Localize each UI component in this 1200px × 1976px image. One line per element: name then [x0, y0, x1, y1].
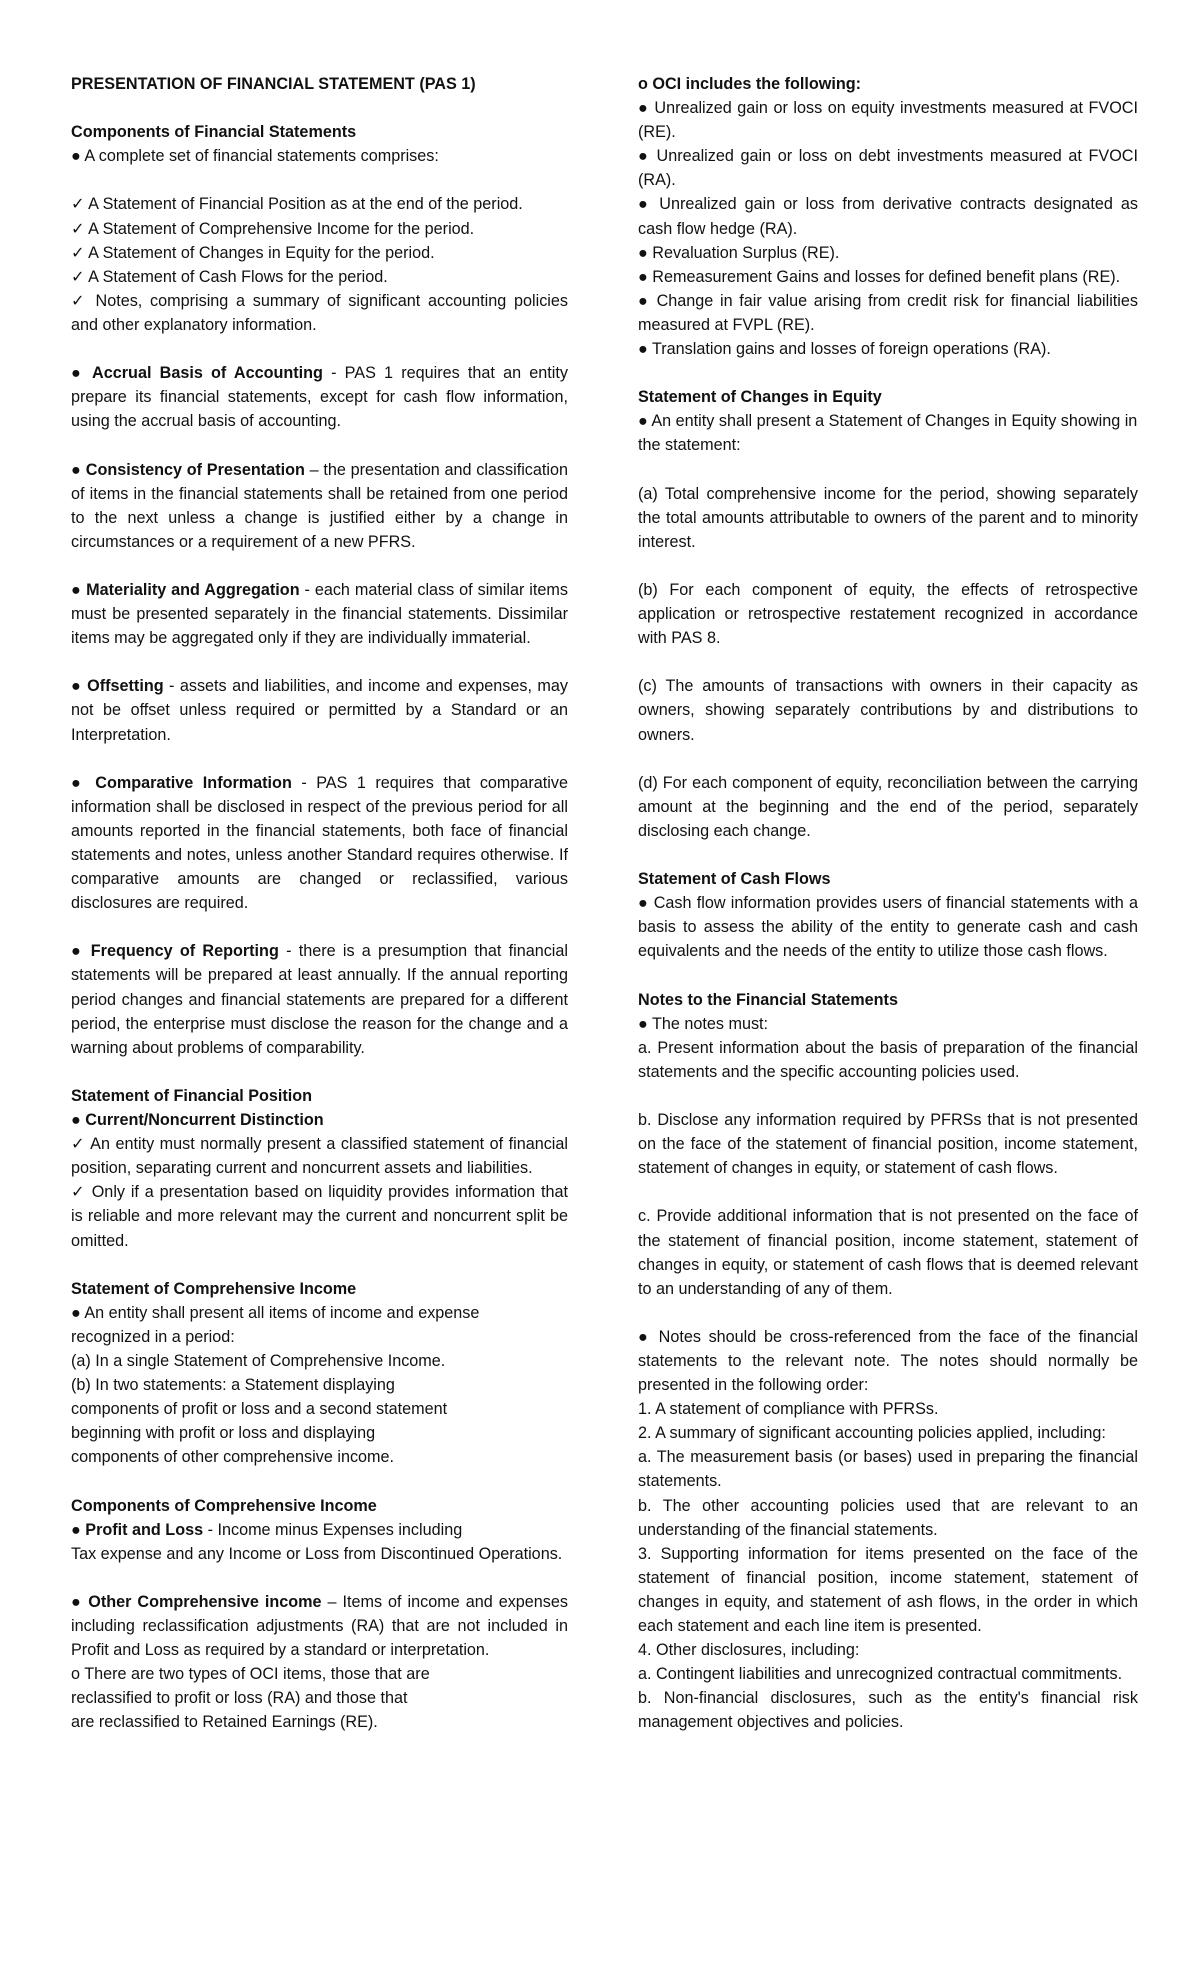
principle-term: ● Comparative Information: [71, 773, 292, 792]
scf-text: ● Cash flow information provides users of financial statements with a basis to assess the ability of the entity to generate cash and cash equivalents and the needs of the entity to utilize those cash flows.: [638, 894, 1138, 961]
document-title: PRESENTATION OF FINANCIAL STATEMENT (PAS 1): [71, 75, 476, 93]
sci-line: beginning with profit or loss and displaying: [71, 1424, 376, 1443]
principle-term: ● Consistency of Presentation: [71, 460, 305, 479]
notes-item: a. Present information about the basis of preparation of the financial statements and the specific accounting policies used.: [638, 1038, 1138, 1081]
cci-types-line: are reclassified to Retained Earnings (RE).: [71, 1713, 378, 1732]
sci-line: (a) In a single Statement of Comprehensive Income.: [71, 1351, 446, 1370]
notes-order-intro: ● Notes should be cross-referenced from the face of the financial statements to the relevant note. The notes should normally be presented in the following order:: [638, 1327, 1138, 1395]
cci-text: - Income minus Expenses including: [203, 1520, 463, 1539]
cci-term: ● Profit and Loss: [71, 1520, 204, 1539]
principle-text: - PAS 1 requires that comparative information shall be disclosed in respect of the previous period for all amounts reported in the financial statements, both face of financial statements and notes, unless another Standard requires otherwise. If comparative amounts are changed or reclassified, various disclosures are required.: [71, 773, 568, 913]
sci-line: recognized in a period:: [71, 1327, 235, 1346]
notes-order-item: 2. A summary of significant accounting policies applied, including:: [638, 1424, 1106, 1443]
principle-text: - each material class of similar items must be presented separately in the financial statements. Dissimilar items may be aggregated only if they are individually immaterial.: [71, 580, 568, 648]
cci-types-line: o There are two types of OCI items, those that are: [71, 1665, 430, 1684]
scf-heading: Statement of Cash Flows: [638, 870, 831, 889]
left-column: [71, 72, 568, 1734]
cci-types-line: reclassified to profit or loss (RA) and those that: [71, 1689, 408, 1708]
sce-item: (a) Total comprehensive income for the period, showing separately the total amounts attributable to owners of the parent and to minority interest.: [638, 484, 1138, 551]
sci-line: components of profit or loss and a second statement: [71, 1400, 448, 1419]
principle-text: - PAS 1 requires that an entity prepare its financial statements, except for cash flow information, using the accrual basis of accounting.: [71, 364, 568, 431]
sfp-item: ✓ An entity must normally present a classified statement of financial position, separating current and noncurrent assets and liabilities.: [71, 1135, 568, 1178]
sfp-subheading: ● Current/Noncurrent Distinction: [71, 1111, 324, 1130]
sci-line: components of other comprehensive income.: [71, 1448, 395, 1467]
sce-item: (b) For each component of equity, the effects of retrospective application or retrospective restatement recognized in accordance with PAS 8.: [638, 580, 1138, 648]
principle-consistency: [71, 458, 568, 554]
notes-heading: Notes to the Financial Statements: [638, 990, 898, 1009]
cci-heading: Components of Comprehensive Income: [71, 1496, 377, 1515]
notes-order-item: 3. Supporting information for items presented on the face of the statement of financial position, income statement, statement of changes in equity, and statement of ash flows, in the order in which each statement and each line item is presented.: [638, 1544, 1138, 1635]
components-item: ✓ A Statement of Financial Position as at the end of the period.: [71, 195, 523, 214]
notes-item: c. Provide additional information that is not presented on the face of the statement of financial position, income statement, statement of changes in equity, or statement of cash flows that is deemed relevant to an understanding of any of them.: [638, 1207, 1138, 1298]
cci-text: – Items of income and expenses including reclassification adjustments (RA) that are not included in Profit and Loss as required by a standard or interpretation.: [71, 1592, 568, 1660]
sce-intro: ● An entity shall present a Statement of Changes in Equity showing in the statement:: [638, 412, 1138, 455]
components-intro: ● A complete set of financial statements comprises:: [71, 147, 439, 166]
cci-profit-loss-cont: Tax expense and any Income or Loss from Discontinued Operations.: [71, 1544, 563, 1563]
oci-heading: o OCI includes the following:: [638, 75, 862, 93]
oci-item: ● Remeasurement Gains and losses for defined benefit plans (RE).: [638, 267, 1121, 286]
principle-term: ● Offsetting: [71, 677, 164, 696]
cci-profit-loss: [71, 1518, 568, 1542]
notes-intro: ● The notes must:: [638, 1014, 769, 1033]
principle-term: ● Accrual Basis of Accounting: [71, 364, 323, 383]
notes-order-item: a. The measurement basis (or bases) used in preparing the financial statements.: [638, 1448, 1138, 1491]
notes-order-item: 1. A statement of compliance with PFRSs.: [638, 1400, 939, 1419]
sce-heading: Statement of Changes in Equity: [638, 388, 882, 407]
components-item: ✓ Notes, comprising a summary of significant accounting policies and other explanatory information.: [71, 291, 568, 334]
notes-order-item: b. Non-financial disclosures, such as the entity's financial risk management objectives and policies.: [638, 1689, 1138, 1732]
principle-text: – the presentation and classification of items in the financial statements shall be retained from one period to the next unless a change is justified either by a change in circumstances or a requirement of a new PFRS.: [71, 460, 568, 551]
cci-oci: [71, 1590, 568, 1662]
principle-comparative: [71, 771, 568, 916]
sci-heading: Statement of Comprehensive Income: [71, 1279, 357, 1298]
oci-item: ● Revaluation Surplus (RE).: [638, 243, 840, 262]
sci-line: ● An entity shall present all items of income and expense: [71, 1303, 480, 1322]
principle-accrual: [71, 361, 568, 433]
oci-item: ● Unrealized gain or loss on debt investments measured at FVOCI (RA).: [638, 147, 1138, 190]
sce-item: (c) The amounts of transactions with owners in their capacity as owners, showing separately contributions by and distributions to owners.: [638, 677, 1138, 744]
notes-order-item: 4. Other disclosures, including:: [638, 1641, 860, 1660]
notes-order-item: a. Contingent liabilities and unrecognized contractual commitments.: [638, 1665, 1123, 1684]
oci-item: ● Change in fair value arising from credit risk for financial liabilities measured at FVPL (RE).: [638, 291, 1138, 334]
sfp-item: ✓ Only if a presentation based on liquidity provides information that is reliable and more relevant may the current and noncurrent split be omitted.: [71, 1183, 568, 1250]
cci-term: ● Other Comprehensive income: [71, 1592, 322, 1611]
principle-text: - there is a presumption that financial statements will be prepared at least annually. If the annual reporting period changes and financial statements are prepared for a different period, the enterprise must disclose the reason for the change and a warning about problems of comparability.: [71, 942, 569, 1057]
sci-line: (b) In two statements: a Statement displaying: [71, 1376, 395, 1395]
notes-item: b. Disclose any information required by PFRSs that is not presented on the face of the statement of financial position, income statement, statement of changes in equity, or statement of cash flows.: [638, 1111, 1138, 1178]
oci-item: ● Unrealized gain or loss on equity investments measured at FVOCI (RE).: [638, 99, 1138, 142]
oci-item: ● Translation gains and losses of foreign operations (RA).: [638, 340, 1051, 359]
sce-item: (d) For each component of equity, reconciliation between the carrying amount at the beginning and the end of the period, separately disclosing each change.: [638, 773, 1138, 840]
principle-offsetting: [71, 674, 568, 746]
principle-term: ● Frequency of Reporting: [71, 942, 279, 961]
principle-text: - assets and liabilities, and income and expenses, may not be offset unless required or permitted by a Standard or an Interpretation.: [71, 677, 568, 744]
principle-materiality: [71, 578, 568, 650]
oci-item: ● Unrealized gain or loss from derivative contracts designated as cash flow hedge (RA).: [638, 195, 1138, 238]
sfp-heading: Statement of Financial Position: [71, 1086, 313, 1105]
principle-frequency: [71, 939, 568, 1059]
components-item: ✓ A Statement of Cash Flows for the period.: [71, 267, 388, 286]
components-item: ✓ A Statement of Changes in Equity for the period.: [71, 243, 435, 262]
components-heading: Components of Financial Statements: [71, 123, 357, 142]
notes-order-item: b. The other accounting policies used that are relevant to an understanding of the financial statements.: [638, 1496, 1138, 1539]
right-column: [638, 72, 1138, 1734]
principle-term: ● Materiality and Aggregation: [71, 580, 300, 599]
components-item: ✓ A Statement of Comprehensive Income for the period.: [71, 219, 475, 238]
